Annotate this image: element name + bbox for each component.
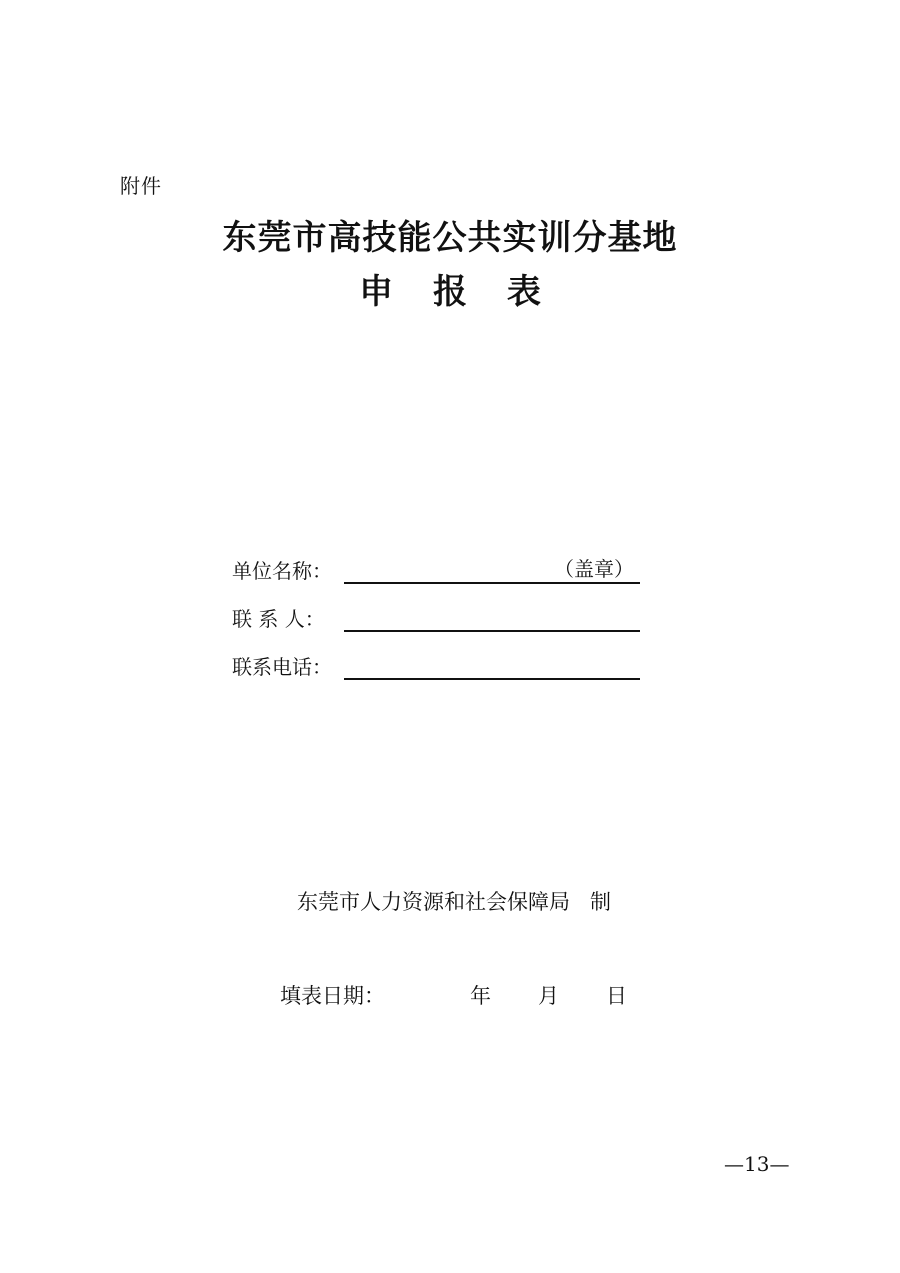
contact-person-field [232,600,640,632]
year-label: 年 [470,984,491,1008]
day-label: 日 [606,984,627,1008]
subtitle-char-2: 报 [433,272,467,312]
document-subtitle [0,264,900,313]
contact-person-input-line[interactable] [344,604,640,632]
unit-name-field [232,552,640,584]
issuer-suffix: 制 [590,890,611,914]
subtitle-char-3: 表 [506,272,541,312]
page-number: —13— [724,1152,790,1176]
fill-date-row [280,980,627,1010]
contact-phone-label: 联系电话： [232,655,332,679]
issuer-name: 东莞市人力资源和社会保障局 [297,890,570,914]
seal-note: （盖章） [554,557,634,581]
attachment-label: 附件 [120,174,162,198]
unit-name-input-line[interactable] [344,556,640,584]
subtitle-char-1: 申 [359,272,394,312]
issuer-line [0,886,900,916]
document-title: 东莞市高技能公共实训分基地 [222,218,678,258]
fill-date-label: 填表日期： [280,984,385,1008]
contact-phone-field [232,648,640,680]
month-label: 月 [538,984,559,1008]
contact-person-label: 联 系 人： [232,607,325,631]
unit-name-label: 单位名称： [232,559,332,583]
contact-phone-input-line[interactable] [344,652,640,680]
